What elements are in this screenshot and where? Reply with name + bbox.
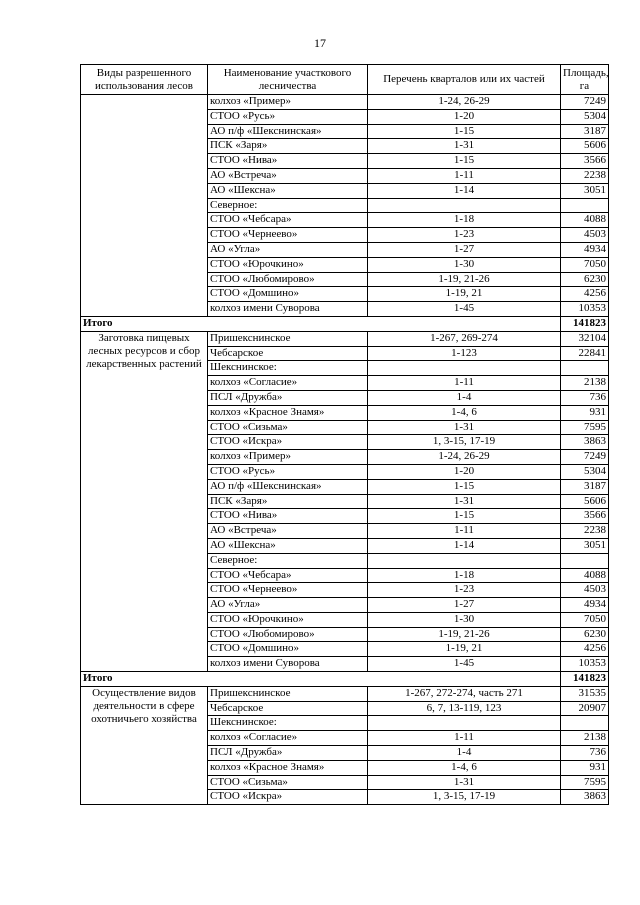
quarters-cell: 1, 3-15, 17-19 [368,790,561,805]
total-row [81,316,609,331]
header-forestry-name: Наименование участкового лесничества [208,65,368,95]
area-cell: 32104 [561,331,609,346]
quarters-cell: 1-11 [368,524,561,539]
area-cell: 3566 [561,509,609,524]
area-cell [561,361,609,376]
quarters-cell: 1-19, 21-26 [368,272,561,287]
quarters-cell: 1-20 [368,464,561,479]
forestry-name-cell: колхоз имени Суворова [208,302,368,317]
forestry-name-cell: АО п/ф «Шекснинская» [208,479,368,494]
forestry-name-cell: АО «Угла» [208,242,368,257]
header-area: Площадь, га [561,65,609,95]
area-cell: 3187 [561,124,609,139]
forestry-name-cell: Шекснинское: [208,716,368,731]
area-cell: 7050 [561,612,609,627]
quarters-cell: 1-15 [368,509,561,524]
forestry-name-cell: ПСК «Заря» [208,494,368,509]
forestry-name-cell: СТОО «Юрочкино» [208,257,368,272]
area-cell: 4934 [561,598,609,613]
forestry-name-cell: АО п/ф «Шекснинская» [208,124,368,139]
area-cell: 3187 [561,479,609,494]
area-cell [561,198,609,213]
quarters-cell: 1-24, 26-29 [368,95,561,110]
total-row [81,672,609,687]
area-cell: 22841 [561,346,609,361]
forestry-name-cell: колхоз «Согласие» [208,731,368,746]
forestry-name-cell: колхоз «Согласие» [208,376,368,391]
forestry-name-cell: Шекснинское: [208,361,368,376]
forestry-name-cell: Чебсарское [208,701,368,716]
area-cell: 6230 [561,272,609,287]
quarters-cell: 1-15 [368,154,561,169]
forestry-name-cell: колхоз имени Суворова [208,657,368,672]
quarters-cell: 1-24, 26-29 [368,450,561,465]
quarters-cell: 1-14 [368,538,561,553]
quarters-cell: 1-30 [368,612,561,627]
area-cell: 931 [561,405,609,420]
forestry-name-cell: СТОО «Чебсара» [208,568,368,583]
table-body [81,95,609,805]
forestry-name-cell: колхоз «Красное Знамя» [208,760,368,775]
forestry-name-cell: Северное: [208,553,368,568]
total-label: Итого [81,672,561,687]
forestry-name-cell: СТОО «Искра» [208,435,368,450]
area-cell: 7249 [561,95,609,110]
area-cell: 736 [561,390,609,405]
area-cell: 7050 [561,257,609,272]
area-cell: 4256 [561,287,609,302]
area-cell: 736 [561,746,609,761]
area-cell: 3566 [561,154,609,169]
quarters-cell: 1-15 [368,124,561,139]
forestry-name-cell: колхоз «Пример» [208,95,368,110]
quarters-cell: 1-19, 21 [368,642,561,657]
quarters-cell: 1-31 [368,775,561,790]
area-cell: 4256 [561,642,609,657]
forestry-name-cell: СТОО «Сизьма» [208,420,368,435]
forestry-name-cell: колхоз «Пример» [208,450,368,465]
area-cell: 7595 [561,420,609,435]
quarters-cell: 1-4, 6 [368,760,561,775]
area-cell: 2238 [561,168,609,183]
forestry-name-cell: Северное: [208,198,368,213]
quarters-cell: 1-15 [368,479,561,494]
forestry-name-cell: СТОО «Чернеево» [208,228,368,243]
use-type-cell: Заготовка пищевых лесных ресурсов и сбор лекарственных растений [81,331,208,671]
quarters-cell: 1-19, 21 [368,287,561,302]
quarters-cell: 1-23 [368,583,561,598]
forestry-name-cell: СТОО «Сизьма» [208,775,368,790]
quarters-cell: 1-267, 269-274 [368,331,561,346]
table-row [81,686,609,701]
area-cell: 5606 [561,139,609,154]
forestry-name-cell: Чебсарское [208,346,368,361]
quarters-cell [368,553,561,568]
area-cell: 2238 [561,524,609,539]
area-cell: 7595 [561,775,609,790]
area-cell: 931 [561,760,609,775]
area-cell: 20907 [561,701,609,716]
quarters-cell [368,361,561,376]
page-number: 17 [314,36,326,50]
forestry-name-cell: СТОО «Нива» [208,154,368,169]
forestry-name-cell: АО «Шексна» [208,538,368,553]
forestry-name-cell: СТОО «Русь» [208,464,368,479]
quarters-cell: 6, 7, 13-119, 123 [368,701,561,716]
forestry-name-cell: СТОО «Искра» [208,790,368,805]
forestry-name-cell: АО «Встреча» [208,168,368,183]
area-cell: 4088 [561,213,609,228]
use-type-cell: Осуществление видов деятельности в сфере охотничьего хозяйства [81,686,208,804]
area-cell: 6230 [561,627,609,642]
quarters-cell: 1-30 [368,257,561,272]
area-cell: 5606 [561,494,609,509]
quarters-cell: 1-11 [368,168,561,183]
quarters-cell: 1-18 [368,213,561,228]
forestry-name-cell: СТОО «Русь» [208,109,368,124]
forest-use-table [80,64,609,805]
forestry-name-cell: АО «Угла» [208,598,368,613]
forestry-name-cell: СТОО «Юрочкино» [208,612,368,627]
quarters-cell: 1-18 [368,568,561,583]
area-cell: 2138 [561,731,609,746]
quarters-cell: 1-45 [368,302,561,317]
quarters-cell: 1-267, 272-274, часть 271 [368,686,561,701]
forestry-name-cell: СТОО «Любомирово» [208,272,368,287]
quarters-cell: 1-23 [368,228,561,243]
table-header-row [81,65,609,95]
header-quarters: Перечень кварталов или их частей [368,65,561,95]
forestry-name-cell: Пришекснинское [208,686,368,701]
area-cell: 31535 [561,686,609,701]
quarters-cell: 1-20 [368,109,561,124]
header-use-type: Виды разрешенного использования лесов [81,65,208,95]
quarters-cell: 1-14 [368,183,561,198]
quarters-cell: 1-31 [368,420,561,435]
total-label: Итого [81,316,561,331]
quarters-cell: 1-19, 21-26 [368,627,561,642]
area-cell: 3051 [561,538,609,553]
area-cell: 7249 [561,450,609,465]
area-cell: 10353 [561,657,609,672]
area-cell: 3051 [561,183,609,198]
forestry-name-cell: ПСЛ «Дружба» [208,390,368,405]
forestry-name-cell: СТОО «Чернеево» [208,583,368,598]
quarters-cell: 1-45 [368,657,561,672]
quarters-cell: 1-27 [368,598,561,613]
forestry-name-cell: колхоз «Красное Знамя» [208,405,368,420]
forestry-name-cell: ПСК «Заря» [208,139,368,154]
forestry-name-cell: Пришекснинское [208,331,368,346]
forestry-name-cell: СТОО «Нива» [208,509,368,524]
quarters-cell: 1-4, 6 [368,405,561,420]
table-row [81,331,609,346]
forestry-name-cell: АО «Встреча» [208,524,368,539]
quarters-cell: 1-31 [368,139,561,154]
quarters-cell [368,716,561,731]
quarters-cell: 1-123 [368,346,561,361]
forestry-name-cell: АО «Шексна» [208,183,368,198]
forestry-name-cell: СТОО «Чебсара» [208,213,368,228]
quarters-cell [368,198,561,213]
area-cell: 5304 [561,464,609,479]
area-cell [561,716,609,731]
area-cell: 4503 [561,583,609,598]
area-cell: 4088 [561,568,609,583]
area-cell: 10353 [561,302,609,317]
table-row [81,95,609,110]
area-cell: 4934 [561,242,609,257]
forestry-name-cell: СТОО «Домшино» [208,287,368,302]
area-cell: 4503 [561,228,609,243]
area-cell: 3863 [561,435,609,450]
total-value: 141823 [561,672,609,687]
forestry-name-cell: СТОО «Домшино» [208,642,368,657]
area-cell: 5304 [561,109,609,124]
quarters-cell: 1-11 [368,731,561,746]
total-value: 141823 [561,316,609,331]
quarters-cell: 1-4 [368,746,561,761]
area-cell [561,553,609,568]
quarters-cell: 1-31 [368,494,561,509]
forestry-name-cell: ПСЛ «Дружба» [208,746,368,761]
use-type-cell [81,95,208,317]
area-cell: 2138 [561,376,609,391]
quarters-cell: 1, 3-15, 17-19 [368,435,561,450]
area-cell: 3863 [561,790,609,805]
quarters-cell: 1-27 [368,242,561,257]
quarters-cell: 1-11 [368,376,561,391]
forestry-name-cell: СТОО «Любомирово» [208,627,368,642]
quarters-cell: 1-4 [368,390,561,405]
